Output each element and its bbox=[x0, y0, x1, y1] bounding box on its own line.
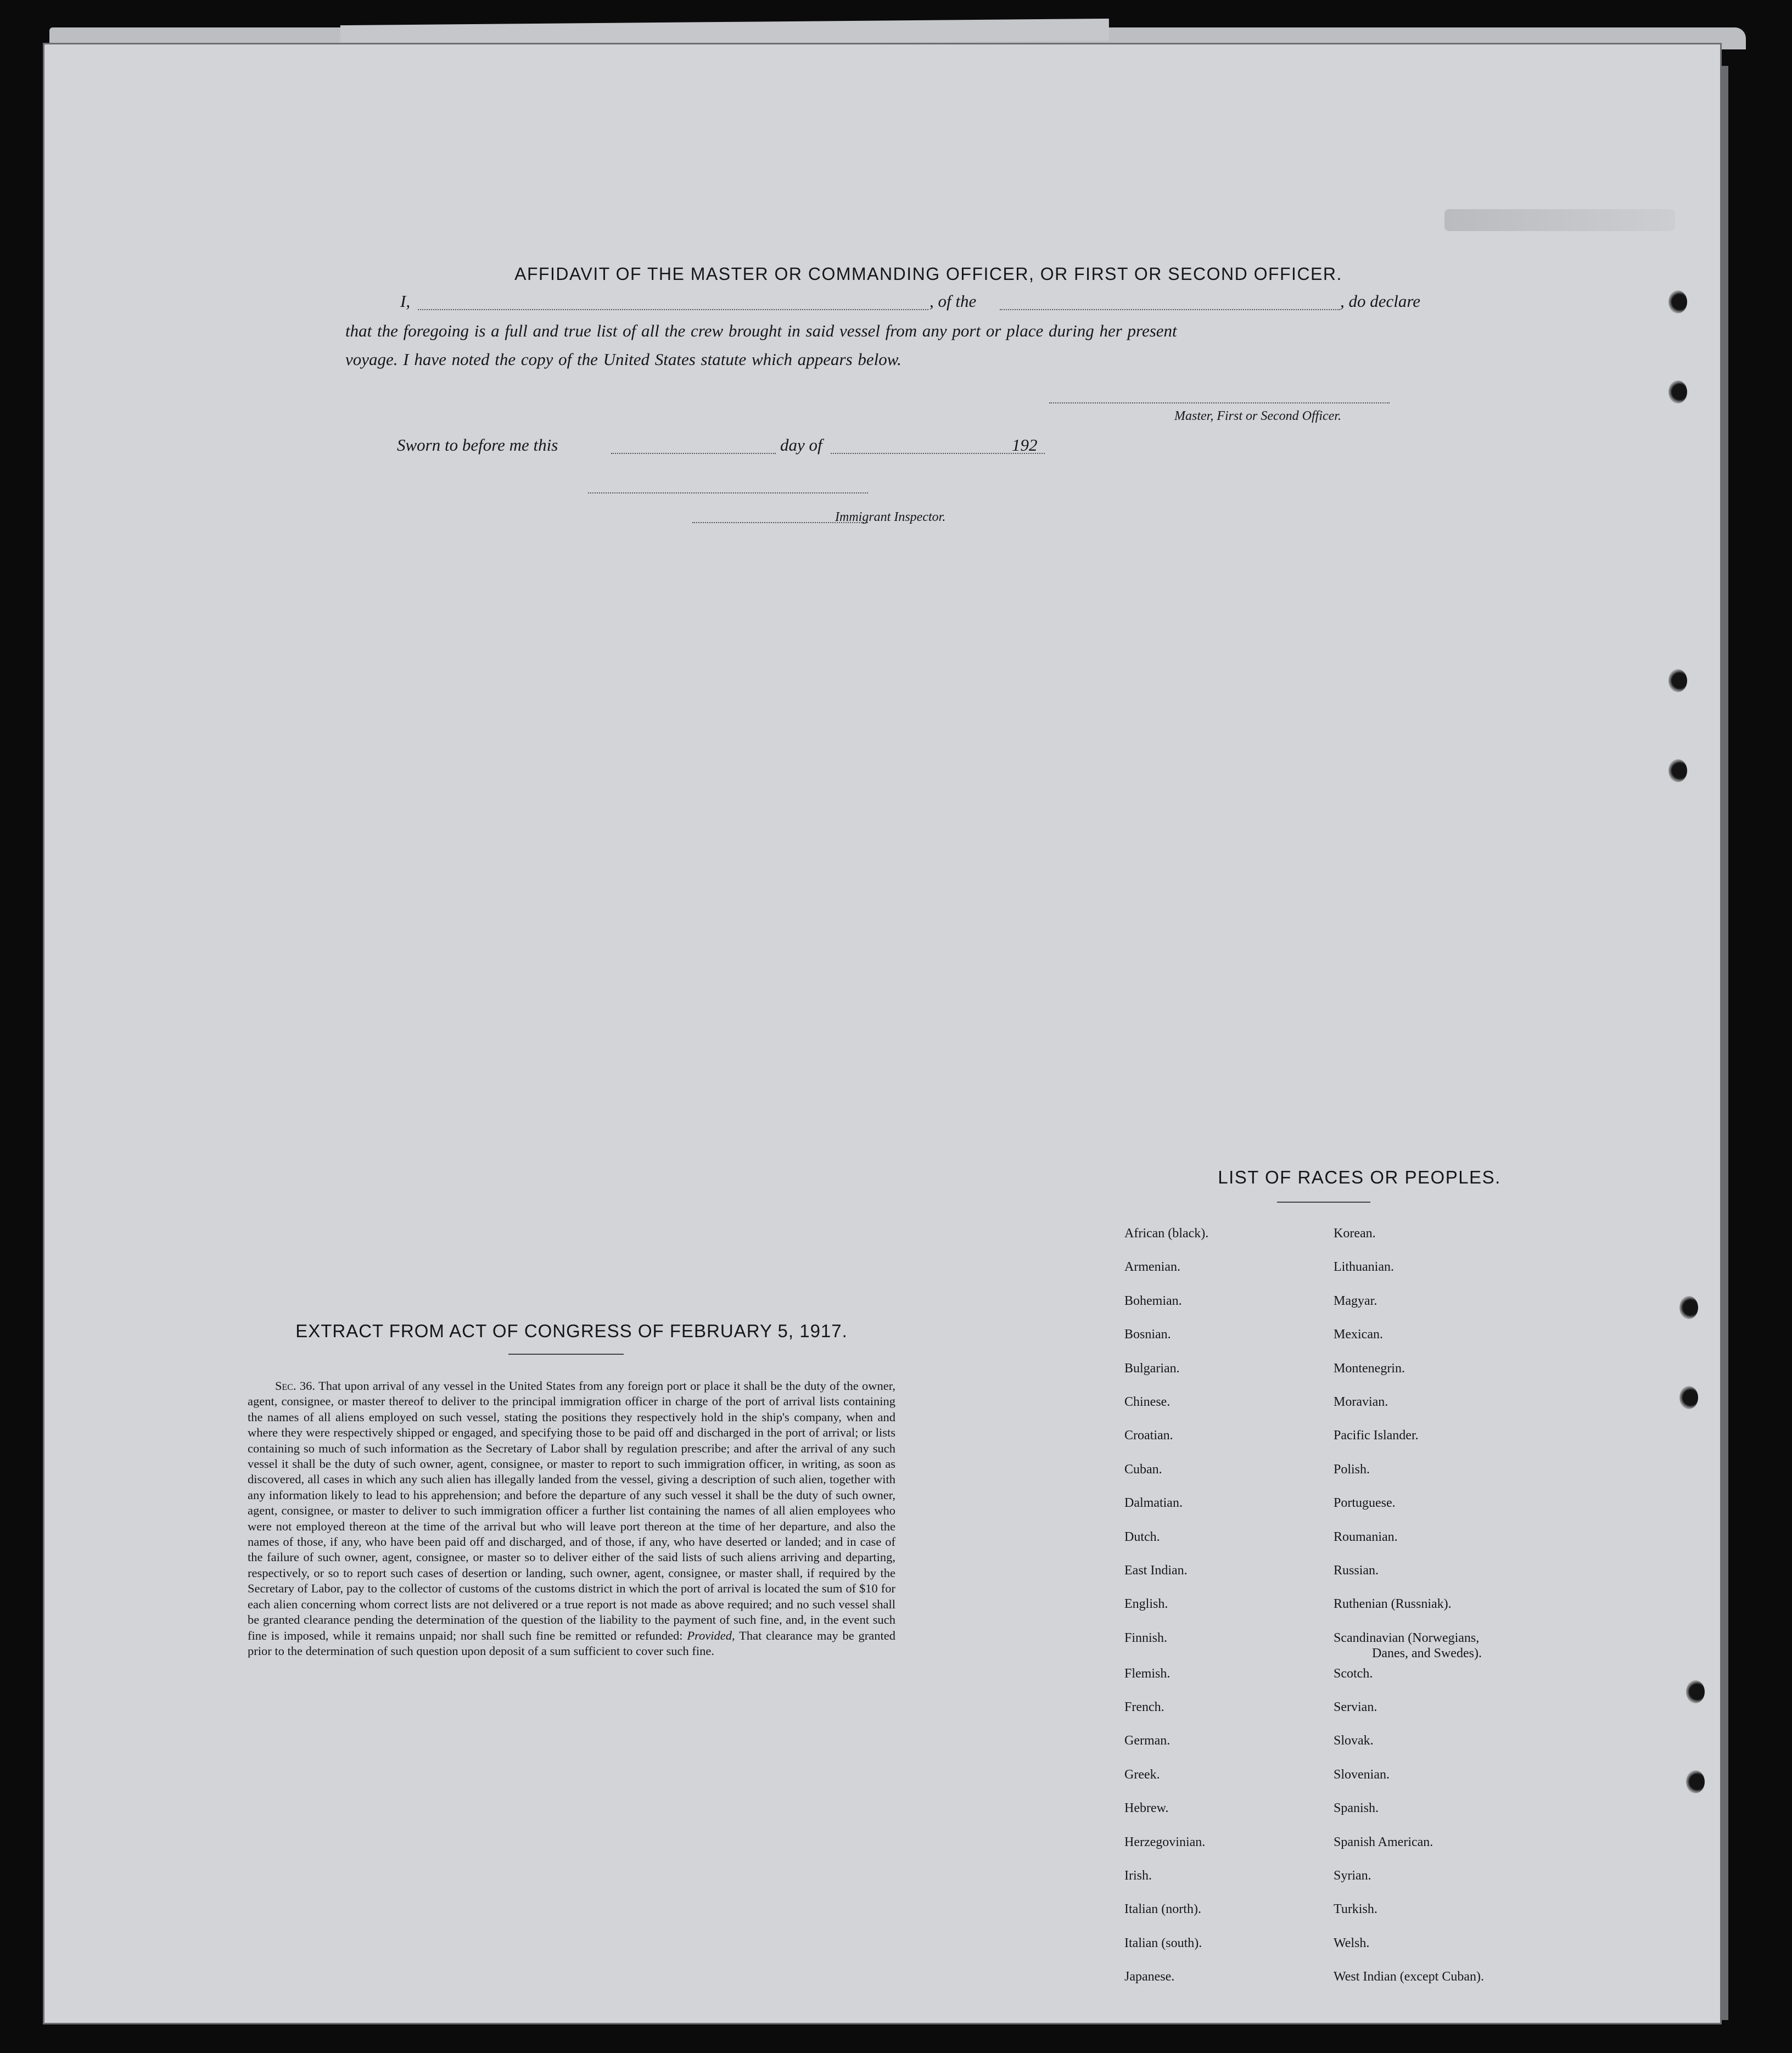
statute-text-part2: That clearance may be granted prior to the determination of such question upon deposit of a sum sufficient to cover such fine. bbox=[248, 1628, 896, 1658]
race-item: Bosnian. bbox=[1124, 1327, 1171, 1342]
day-of-label: day of bbox=[780, 435, 822, 455]
race-item: Greek. bbox=[1124, 1767, 1160, 1782]
race-item: Italian (north). bbox=[1124, 1902, 1201, 1917]
page-edge-right bbox=[1722, 66, 1728, 2020]
race-item: Slovenian. bbox=[1334, 1767, 1390, 1782]
race-item: Moravian. bbox=[1334, 1394, 1388, 1409]
race-item: English. bbox=[1124, 1597, 1168, 1612]
binder-hole bbox=[1668, 669, 1687, 692]
race-item: Lithuanian. bbox=[1334, 1260, 1394, 1275]
race-item: Montenegrin. bbox=[1334, 1361, 1405, 1376]
binder-hole bbox=[1686, 1680, 1705, 1703]
vessel-name-blank[interactable] bbox=[1000, 309, 1340, 310]
race-item-continuation: Danes, and Swedes). bbox=[1372, 1646, 1482, 1661]
race-item: Italian (south). bbox=[1124, 1936, 1202, 1950]
race-item: Spanish. bbox=[1334, 1801, 1379, 1816]
inspector-caption: Immigrant Inspector. bbox=[835, 510, 946, 524]
race-item-scandinavian bbox=[1334, 1630, 1484, 1666]
race-item: Finnish. bbox=[1124, 1630, 1168, 1645]
race-item: Bulgarian. bbox=[1124, 1361, 1180, 1376]
race-item: French. bbox=[1124, 1700, 1164, 1715]
race-item: Pacific Islander. bbox=[1334, 1428, 1419, 1443]
race-item: East Indian. bbox=[1124, 1563, 1188, 1578]
race-item: Russian. bbox=[1334, 1563, 1379, 1578]
races-title-rule bbox=[1277, 1202, 1370, 1203]
race-item: Herzegovinian. bbox=[1124, 1835, 1206, 1849]
year-label: 192 bbox=[1012, 435, 1038, 455]
race-item: Bohemian. bbox=[1124, 1293, 1182, 1308]
race-item: Roumanian. bbox=[1334, 1529, 1398, 1544]
of-the-label: , of the bbox=[929, 291, 977, 311]
race-item: African (black). bbox=[1124, 1226, 1209, 1241]
race-item: Polish. bbox=[1334, 1462, 1370, 1477]
sworn-label: Sworn to before me this bbox=[397, 435, 558, 455]
provided-label: Provided, bbox=[687, 1628, 735, 1642]
affidavit-title: AFFIDAVIT OF THE MASTER OR COMMANDING OFFICER, OR FIRST OR SECOND OFFICER. bbox=[514, 264, 1342, 284]
races-right-column bbox=[1334, 1226, 1484, 2003]
race-item: Syrian. bbox=[1334, 1869, 1371, 1883]
race-item: Japanese. bbox=[1124, 1970, 1175, 1984]
race-item: Irish. bbox=[1124, 1869, 1152, 1883]
do-declare-label: , do declare bbox=[1340, 291, 1421, 311]
race-item: Chinese. bbox=[1124, 1394, 1171, 1409]
binder-hole bbox=[1668, 380, 1687, 403]
statute-text-part1: That upon arrival of any vessel in the United States from any foreign port or place it shall be the duty of the owner, agent, consignee, or master thereof to deliver to the principal immigration officer in charge of the port of arrival lists containing the names of all aliens employed on such vessel, stating the positions they respectively hold in the ship's company, when and where they were respectively shipped or engaged, and specifying those to be paid off and discharged in the port of arrival; or lists containing so much of such information as the Secretary of Labor shall by regulation prescribe; and after the arrival of any such vessel it shall be the duty of such owner, agent, consignee, or master to report to such immigration officer, in writing, as soon as discovered, all cases in which any such alien has illegally landed from the vessel, giving a description of such alien, together with any information likely to lead to his apprehension; and before the departure of any such vessel it shall be the duty of such owner, agent, consignee, or master to deliver to such immigration officer a further list containing the names of all alien employees who were not employed thereon at the time of the arrival but who will leave port thereon at the time of her departure, and also the names of those, if any, who have been paid off and discharged, and of those, if any, who have deserted or landed; and in case of the failure of such owner, agent, consignee, or master so to deliver either of the said lists of such aliens arriving and departing, respectively, or so to report such cases of desertion or landing, such owner, agent, consignee, or master shall, if required by the Secretary of Labor, pay to the collector of customs of the customs district in which the port of arrival is located the sum of $10 for each alien concerning whom correct lists are not delivered or a true report is not made as above required; and no such vessel shall be granted clearance pending the determination of the question of the liability to the payment of such fine, and, in the event such fine is imposed, while it remains unpaid; nor shall such fine be remitted or refunded: bbox=[248, 1379, 895, 1642]
binder-hole bbox=[1686, 1770, 1705, 1793]
affidavit-statement-line2: that the foregoing is a full and true list of all the crew brought in said vessel from any port or place during her present bbox=[345, 321, 1177, 340]
document-page bbox=[43, 43, 1722, 2024]
extract-title-rule bbox=[508, 1354, 624, 1355]
bleed-through-shadow bbox=[1444, 209, 1675, 231]
section-label: Sec. 36. bbox=[275, 1379, 316, 1393]
race-item: Turkish. bbox=[1334, 1902, 1377, 1917]
binder-hole bbox=[1668, 759, 1687, 782]
race-item: German. bbox=[1124, 1734, 1171, 1748]
binder-hole bbox=[1679, 1386, 1698, 1409]
race-item: Mexican. bbox=[1334, 1327, 1383, 1342]
sworn-day-blank[interactable] bbox=[611, 453, 776, 454]
affidavit-statement-line3: voyage. I have noted the copy of the United States statute which appears below. bbox=[345, 350, 901, 369]
race-item: Dalmatian. bbox=[1124, 1496, 1183, 1511]
race-item: Portuguese. bbox=[1334, 1496, 1396, 1511]
race-item: Armenian. bbox=[1124, 1260, 1180, 1275]
inspector-signature-blank[interactable] bbox=[588, 492, 868, 493]
races-title: LIST OF RACES OR PEOPLES. bbox=[1218, 1167, 1501, 1187]
race-item: Flemish. bbox=[1124, 1666, 1171, 1681]
race-item: Ruthenian (Russniak). bbox=[1334, 1597, 1452, 1612]
race-item: West Indian (except Cuban). bbox=[1334, 1970, 1484, 1984]
master-signature-caption: Master, First or Second Officer. bbox=[1174, 409, 1341, 423]
race-item: Korean. bbox=[1334, 1226, 1376, 1241]
binder-hole bbox=[1668, 290, 1687, 313]
race-item: Dutch. bbox=[1124, 1529, 1160, 1544]
race-item: Spanish American. bbox=[1334, 1835, 1433, 1849]
race-item: Cuban. bbox=[1124, 1462, 1162, 1477]
master-name-blank[interactable] bbox=[418, 309, 928, 310]
race-item: Scotch. bbox=[1334, 1666, 1373, 1681]
master-signature-blank[interactable] bbox=[1049, 402, 1390, 403]
race-item: Magyar. bbox=[1334, 1293, 1377, 1308]
races-left-column bbox=[1124, 1226, 1208, 2003]
race-item: Slovak. bbox=[1334, 1734, 1374, 1748]
race-item: Hebrew. bbox=[1124, 1801, 1169, 1816]
binder-hole bbox=[1679, 1296, 1698, 1319]
extract-title: EXTRACT FROM ACT OF CONGRESS OF FEBRUARY 5, 1917. bbox=[295, 1321, 848, 1341]
race-item: Scandinavian (Norwegians, bbox=[1334, 1630, 1480, 1645]
race-item: Welsh. bbox=[1334, 1936, 1370, 1950]
race-item: Croatian. bbox=[1124, 1428, 1173, 1443]
statute-text bbox=[248, 1378, 895, 1659]
affidavit-i-label: I, bbox=[400, 291, 411, 311]
race-item: Servian. bbox=[1334, 1700, 1377, 1715]
